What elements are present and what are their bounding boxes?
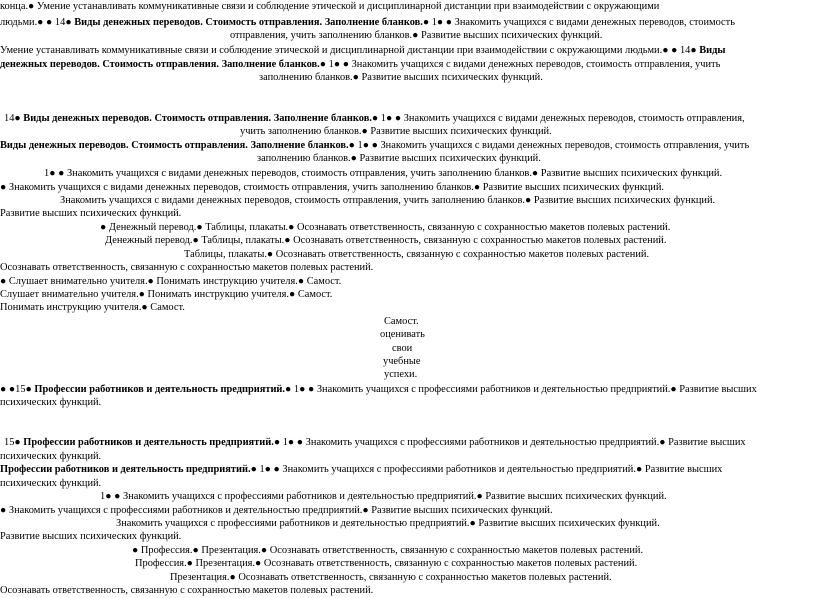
text-line: Профессия.● Презентация.● Осознавать ответственность, связанную с сохранностью макетов полевых растений. <box>135 558 638 569</box>
text-line: оценивать <box>380 329 425 340</box>
text-line: 1● ● Знакомить учащихся с профессиями работников и деятельностью предприятий.● Развитие высших психических функций. <box>100 491 667 502</box>
text-line: Слушает внимательно учителя.● Понимать инструкцию учителя.● Самост. <box>0 289 333 300</box>
text-line: психических функций. <box>0 478 102 489</box>
text-line: успехи. <box>384 369 418 380</box>
text-line: 14● Виды денежных переводов. Стоимость отправления. Заполнение бланков.● 1● ● Знакомить учащихся с видами денежных переводов, стоимость отправления, <box>4 113 745 124</box>
text-line: ● Профессия.● Презентация.● Осознавать ответственность, связанную с сохранностью макетов полевых растений. <box>132 545 644 556</box>
text-line: Умение устанавливать коммуникативные связи и соблюдение этической и дисциплинарной дистанции при взаимодействии с окружающими людьми.● ● 14● Виды <box>0 45 726 56</box>
text-line: Осознавать ответственность, связанную с сохранностью макетов полевых растений. <box>0 585 374 596</box>
text-line: 15● Профессии работников и деятельность предприятий.● 1● ● Знакомить учащихся с профессиями работников и деятельностью предприятий.● Развитие высших <box>4 437 746 448</box>
text-line: ● Денежный перевод.● Таблицы, плакаты.● Осознавать ответственность, связанную с сохранностью макетов полевых растений. <box>100 222 671 233</box>
text-line: ● ●15● Профессии работников и деятельность предприятий.● 1● ● Знакомить учащихся с профессиями работников и деятельностью предприятий.● Развитие высших <box>0 384 757 395</box>
text-line: Осознавать ответственность, связанную с сохранностью макетов полевых растений. <box>0 262 374 273</box>
text-line: Таблицы, плакаты.● Осознавать ответственность, связанную с сохранностью макетов полевых растений. <box>184 249 650 260</box>
text-line: учить заполнению бланков.● Развитие высших психических функций. <box>240 126 552 137</box>
text-line: психических функций. <box>0 451 102 462</box>
text-line: денежных переводов. Стоимость отправления. Заполнение бланков.● 1● ● Знакомить учащихся с видами денежных переводов, стоимость отправления, учить <box>0 59 721 70</box>
text-line: Развитие высших психических функций. <box>0 531 182 542</box>
text-line: 1● ● Знакомить учащихся с видами денежных переводов, стоимость отправления, учить заполнению бланков.● Развитие высших психических функций. <box>44 168 723 179</box>
text-line: Презентация.● Осознавать ответственность, связанную с сохранностью макетов полевых растений. <box>170 572 612 583</box>
text-line: заполнению бланков.● Развитие высших психических функций. <box>257 153 541 164</box>
text-line: Понимать инструкцию учителя.● Самост. <box>0 302 185 313</box>
text-line: ● Знакомить учащихся с профессиями работников и деятельностью предприятий.● Развитие высших психических функций. <box>0 505 553 516</box>
text-line: Виды денежных переводов. Стоимость отправления. Заполнение бланков.● 1● ● Знакомить учащихся с видами денежных переводов, стоимость отправления, учить <box>0 140 750 151</box>
text-line: Самост. <box>384 316 419 327</box>
text-line: людьми.● ● 14● Виды денежных переводов. Стоимость отправления. Заполнение бланков.● 1● ● Знакомить учащихся с видами денежных переводов, стоимость <box>0 17 735 28</box>
text-line: учебные <box>383 356 421 367</box>
text-line: заполнению бланков.● Развитие высших психических функций. <box>259 72 543 83</box>
text-line: ● Слушает внимательно учителя.● Понимать инструкцию учителя.● Самост. <box>0 276 342 287</box>
text-line: Развитие высших психических функций. <box>0 208 182 219</box>
text-line: ● Знакомить учащихся с видами денежных переводов, стоимость отправления, учить заполнению бланков.● Развитие высших психических функций. <box>0 182 665 193</box>
text-line: Знакомить учащихся с видами денежных переводов, стоимость отправления, учить заполнению бланков.● Развитие высших психических функций. <box>60 195 716 206</box>
text-line: отправления, учить заполнению бланков.● Развитие высших психических функций. <box>230 30 603 41</box>
text-line: конца.● Умение устанавливать коммуникативные связи и соблюдение этической и дисциплинарной дистанции при взаимодействии с окружающими <box>0 1 660 12</box>
text-line: Профессии работников и деятельность предприятий.● 1● ● Знакомить учащихся с профессиями работников и деятельностью предприятий.● Развитие высших <box>0 464 723 475</box>
text-line: свои <box>392 343 413 354</box>
text-line: Знакомить учащихся с профессиями работников и деятельностью предприятий.● Развитие высших психических функций. <box>116 518 660 529</box>
text-line: психических функций. <box>0 397 102 408</box>
text-line: Денежный перевод.● Таблицы, плакаты.● Осознавать ответственность, связанную с сохранностью макетов полевых растений. <box>105 235 667 246</box>
